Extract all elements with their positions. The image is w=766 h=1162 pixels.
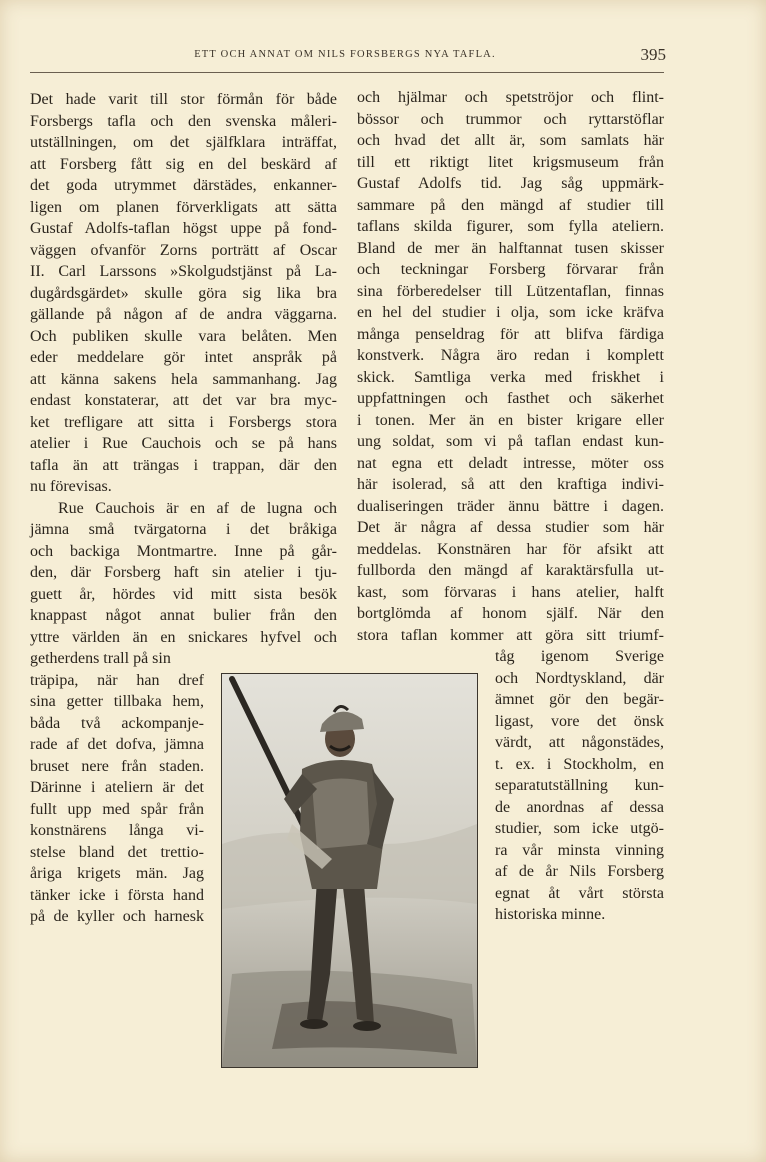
text-line: atelier i Rue Cauchois och se på hans — [30, 435, 337, 452]
text-line: på de kyller och harnesk — [30, 908, 204, 925]
text-line: dugårdsgärdet» skulle göra sig lika bra — [30, 284, 337, 302]
text-line: en hel del studier i olja, som icke kräfva — [357, 304, 664, 321]
illustration-soldier-with-pike — [221, 673, 478, 1068]
text-line: nu förevisas. — [30, 478, 112, 495]
text-line: och backiga Montmartre. Inne på går- — [30, 542, 337, 560]
text-line: Därinne i ateliern är det — [30, 779, 204, 796]
text-line: Det är några af dessa studier som här — [357, 519, 664, 536]
text-line: tänker icke i första hand — [30, 886, 204, 904]
text-line: stora taflan kommer att göra sitt triumf- — [357, 626, 664, 644]
text-line: Gustaf Adolfs tid. Jag såg uppmärk- — [357, 175, 664, 192]
text-line: ämnet gör den begär- — [495, 691, 664, 708]
text-line: här isolerad, så att den kraftiga indivi- — [357, 476, 664, 493]
text-line: guett år, hördes vid mitt sista besök — [30, 585, 337, 603]
running-title: ETT OCH ANNAT OM NILS FORSBERGS NYA TAFLA. — [194, 49, 496, 60]
text-line: den, där Forsberg haft sin atelier i tju- — [30, 564, 337, 581]
text-line: sammare på den mängd af studier till — [357, 196, 664, 214]
text-line: bruset nere från staden. — [30, 757, 204, 775]
text-line: ligast, vore det önsk — [495, 712, 664, 730]
text-line: träpipa, när han dref — [30, 671, 204, 689]
text-line: getherdens trall på sin — [30, 650, 171, 667]
text-line: rade af det dofva, jämna — [30, 736, 204, 753]
text-line: ra vår minsta vinning — [495, 841, 664, 859]
text-line: och teckningar Forsberg förvarar från — [357, 261, 664, 278]
text-line: det goda utrymmet därstädes, enkanner- — [30, 177, 337, 194]
text-line: sina förberedelser till Lützentaflan, finnas — [357, 282, 664, 300]
text-line: de anordnas af dessa — [495, 798, 664, 816]
text-line: endast konstaterar, att det var bra myc- — [30, 392, 337, 409]
text-line: dualiseringen träder ännu bättre i dagen. — [357, 497, 664, 515]
text-line: konstverk. Några äro redan i komplett — [357, 347, 664, 364]
text-line: ung soldat, som vi på taflan endast kun- — [357, 433, 664, 450]
text-line: meddelas. Konstnären har för afsikt att — [357, 540, 664, 558]
text-line: nat egna ett deladt intresse, möter oss — [357, 454, 664, 472]
text-line: tåg igenom Sverige — [495, 648, 664, 665]
text-line: studier, som icke utgö- — [495, 820, 664, 837]
text-line: stelse bland det trettio- — [30, 843, 204, 861]
text-line: uppfattningen och fasthet och säkerhet — [357, 390, 664, 407]
text-line: väggen ofvanför Zorns porträtt af Oscar — [30, 241, 337, 259]
text-line: sina getter tillbaka hem, — [30, 693, 204, 710]
text-line: Rue Cauchois är en af de lugna och — [58, 499, 337, 517]
text-line: jämna små tvärgatorna i det bråkiga — [30, 521, 337, 538]
text-line: värdt, att någonstädes, — [495, 734, 664, 751]
text-line: gällande på någon af de andra väggarna. — [30, 306, 337, 323]
text-line: Och publiken skulle vara belåten. Men — [30, 327, 337, 345]
text-line: af de år Nils Forsberg — [495, 863, 664, 880]
text-line: ligen om planen förverkligats att sätta — [30, 198, 337, 216]
text-line: skick. Samtliga verka med friskhet i — [357, 368, 664, 386]
text-line: att känna sakens hela sammanhang. Jag — [30, 370, 337, 388]
text-line: i tonen. Mer än en bister krigare eller — [357, 411, 664, 429]
text-line: kast, som förvaras i hans atelier, halft — [357, 583, 664, 601]
text-line: utställningen, om det själfklara inträffat, — [30, 134, 337, 151]
text-line: ket trefligare att sitta i Forsbergs stora — [30, 413, 337, 431]
text-line: yttre världen än en snickares hyfvel och — [30, 628, 337, 646]
text-line: bössor och trummor och ryttarstöflar — [357, 110, 664, 128]
text-line: t. ex. i Stockholm, en — [495, 755, 664, 773]
text-line: och hjälmar och spetströjor och flint- — [357, 89, 664, 106]
text-line: taflans skilda figurer, som fylla ateliern. — [357, 218, 664, 235]
text-line: fullborda den mängd af karaktärsfulla ut- — [357, 562, 664, 579]
text-line: Bland de mer än halftannat tusen skisser — [357, 239, 664, 257]
text-line: konstnärens långa vi- — [30, 822, 204, 839]
text-line: och hvad det allt är, som samlats här — [357, 132, 664, 149]
soldier-illustration-drawing — [222, 674, 477, 1067]
text-line: Forsbergs tafla och den svenska måleri- — [30, 112, 337, 130]
text-line: II. Carl Larssons »Skolgudstjänst på La- — [30, 263, 337, 280]
text-line: Gustaf Adolfs-taflan högst uppe på fond- — [30, 220, 337, 237]
text-line: båda två ackompanje- — [30, 714, 204, 732]
text-line: bortglömda af honom själf. När den — [357, 605, 664, 622]
header-rule — [30, 72, 664, 73]
text-line: separatutställning kun- — [495, 777, 664, 794]
text-line: eder meddelare gör intet anspråk på — [30, 349, 337, 366]
text-line: Det hade varit till stor förmån för både — [30, 91, 337, 108]
text-line: historiska minne. — [495, 906, 606, 923]
text-line: och Nordtyskland, där — [495, 669, 664, 687]
text-line: att Forsberg fått sig en del beskärd af — [30, 155, 337, 173]
text-line: tafla än att trängas i trappan, där den — [30, 456, 337, 474]
text-line: fullt upp med spår från — [30, 800, 204, 818]
text-line: åriga krigets män. Jag — [30, 865, 204, 882]
text-line: många penseldrag för att blifva färdiga — [357, 325, 664, 343]
text-line: till ett riktigt litet krigsmuseum från — [357, 153, 664, 171]
text-line: egnat åt vårt största — [495, 884, 664, 902]
text-line: knappast något annat bulier från den — [30, 607, 337, 624]
page-number: 395 — [640, 45, 666, 64]
